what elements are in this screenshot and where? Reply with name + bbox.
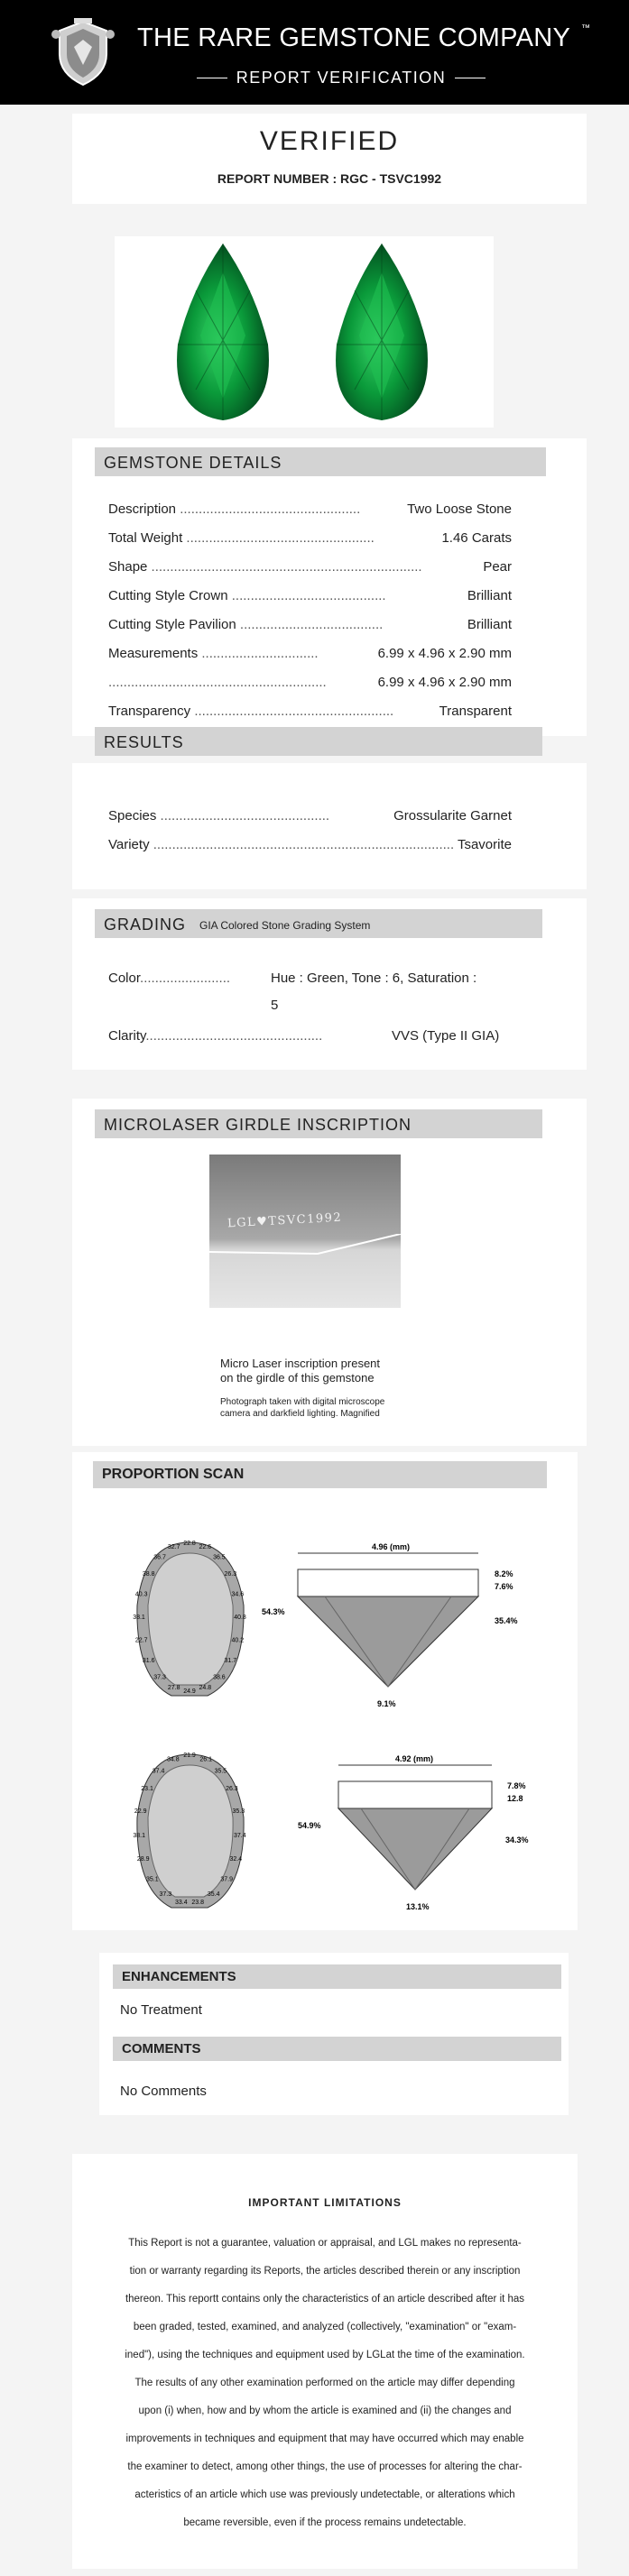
facet-angle-label: 24.8 xyxy=(199,1685,212,1691)
facet-angle-label: 26.3 xyxy=(226,1786,238,1793)
scan1-depth-label: 54.3% xyxy=(262,1607,285,1616)
facet-angle-label: 32.7 xyxy=(167,1544,180,1550)
gemstone-details-dots: ............................... xyxy=(198,646,319,661)
facet-angle-label: 27.8 xyxy=(167,1685,180,1691)
scan2-depth-label: 54.9% xyxy=(298,1821,321,1830)
facet-angle-label: 35.1 xyxy=(145,1876,159,1883)
facet-angle-label: 37.4 xyxy=(233,1832,246,1839)
limitations-line: improvements in techniques and equipment that may have occurred which may enable xyxy=(125,2433,524,2444)
gemstone-details-row-label xyxy=(108,530,375,546)
clarity-dots: ............................................... xyxy=(145,1028,323,1044)
clarity-value: VVS (Type II GIA) xyxy=(392,1028,500,1044)
color-label xyxy=(108,971,230,986)
color-value-line2: 5 xyxy=(271,998,279,1013)
enhancements-heading-bar xyxy=(113,1964,561,1989)
grading-heading-bar xyxy=(95,909,542,938)
facet-angle-label: 36.7 xyxy=(153,1554,166,1561)
gemstone-details-label-text: Cutting Style Crown xyxy=(108,588,228,603)
facet-angle-label: 31.6 xyxy=(142,1658,155,1665)
limitations-title: IMPORTANT LIMITATIONS xyxy=(248,2196,402,2209)
inscription-caption-1: Micro Laser inscription present xyxy=(220,1357,381,1370)
limitations-line: acteristics of an article which use was previously undetectable, or alterations which xyxy=(134,2489,515,2500)
limitations-line: tion or warranty regarding its Reports, the articles described therein or any inscription xyxy=(129,2266,521,2277)
scan1-table-label: 9.1% xyxy=(377,1699,396,1708)
facet-angle-label: 38.8 xyxy=(142,1570,155,1578)
results-label-text: Species xyxy=(108,808,157,823)
header-subtitle xyxy=(197,69,486,87)
color-label-text: Color xyxy=(108,971,141,986)
facet-angle-label: 21.9 xyxy=(183,1753,196,1759)
gemstone-details-dots: ..................................................... xyxy=(190,704,394,719)
gemstone-details-row-label xyxy=(108,588,386,603)
limitations-line: upon (i) when, how and by whom the article is examined and (ii) the changes and xyxy=(138,2406,512,2416)
inscription-heading: MICROLASER GIRDLE INSCRIPTION xyxy=(104,1116,412,1134)
facet-angle-label: 35.5 xyxy=(214,1768,227,1775)
inscription-engraving: LGL♥TSVC1992 xyxy=(227,1210,343,1231)
gemstone-details-dots: ................................................ xyxy=(176,501,361,517)
results-row-value: Grossularite Garnet xyxy=(393,808,512,823)
limitations-line: became reversible, even if the process remains undetectable. xyxy=(183,2517,467,2528)
limitations-line: thereon. This reportt contains only the characteristics of an article described after it has xyxy=(125,2294,525,2305)
color-value-line1: Hue : Green, Tone : 6, Saturation : xyxy=(271,971,477,986)
results-label-text: Variety xyxy=(108,837,150,852)
facet-angle-label: 37.3 xyxy=(159,1891,172,1899)
trademark-mark: ™ xyxy=(581,23,590,33)
results-heading: RESULTS xyxy=(104,733,184,751)
gemstone-details-dots: ........................................................................ xyxy=(147,559,422,575)
limitations-line: the examiner to detect, among other things, the use of processes for altering the char- xyxy=(127,2461,523,2472)
gemstone-details-row-value: Two Loose Stone xyxy=(407,501,512,517)
color-dots: ........................ xyxy=(140,971,231,986)
gemstone-details-row-label xyxy=(108,559,422,575)
facet-angle-label: 40.8 xyxy=(234,1615,246,1621)
facet-angle-label: 26.1 xyxy=(199,1756,213,1763)
scan2-pavilion-label: 34.3% xyxy=(505,1835,529,1845)
scan2-crown-label: 7.8% xyxy=(507,1781,526,1790)
limitations-line: This Report is not a guarantee, valuation or appraisal, and LGL makes no representa- xyxy=(128,2238,522,2249)
gemstone-details-row-label xyxy=(108,617,383,632)
comments-value: No Comments xyxy=(120,2084,207,2099)
gemstone-details-dots: ...................................... xyxy=(236,617,384,632)
gemstone-details-heading: GEMSTONE DETAILS xyxy=(104,454,282,472)
scan2-width-label: 4.92 (mm) xyxy=(395,1754,434,1763)
gemstone-details-label-text: Shape xyxy=(108,559,148,575)
enhancements-heading: ENHANCEMENTS xyxy=(122,1969,236,1984)
results-row-value: Tsavorite xyxy=(457,837,512,852)
facet-angle-label: 38.1 xyxy=(133,1615,145,1621)
comments-heading: COMMENTS xyxy=(122,2041,201,2056)
limitations-body xyxy=(72,2230,578,2537)
subtitle-text: REPORT VERIFICATION xyxy=(236,69,447,87)
facet-angle-label: 37.9 xyxy=(220,1876,234,1883)
gemstone-details-label-text: Transparency xyxy=(108,704,191,719)
gemstone-details-row-label xyxy=(108,704,393,719)
scan1-width-label: 4.96 (mm) xyxy=(372,1542,411,1551)
clarity-label xyxy=(108,1028,322,1044)
limitations-line: The results of any other examination performed on the article may differ depending xyxy=(134,2378,515,2388)
gemstone-details-row-value: Transparent xyxy=(439,704,512,719)
gemstone-details-dots: ......................................... xyxy=(227,588,386,603)
facet-angle-label: 36.5 xyxy=(213,1554,226,1561)
facet-angle-label: 38.1 xyxy=(133,1832,146,1839)
facet-angle-label: 33.4 xyxy=(174,1899,188,1906)
enhancements-value: No Treatment xyxy=(120,2002,202,2018)
gemstone-details-heading-bar xyxy=(95,447,546,476)
results-row-label xyxy=(108,837,454,852)
facet-angle-label: 35.4 xyxy=(207,1891,220,1899)
gemstone-details-row-value: Pear xyxy=(483,559,512,575)
scan1-girdle-label: 7.6% xyxy=(495,1582,513,1591)
report-number: REPORT NUMBER : RGC - TSVC1992 xyxy=(217,171,442,186)
gemstone-details-label-text: Total Weight xyxy=(108,530,183,546)
proportion-scan-2 xyxy=(90,1745,541,1926)
facet-angle-label: 31.7 xyxy=(224,1658,237,1665)
grading-system-label: GIA Colored Stone Grading System xyxy=(199,919,371,932)
verified-card xyxy=(72,114,587,204)
gemstone-details-row-value: 6.99 x 4.96 x 2.90 mm xyxy=(377,646,512,661)
facet-angle-label: 40.3 xyxy=(134,1591,148,1598)
facet-angle-label: 22.7 xyxy=(134,1637,148,1644)
facet-angle-label: 23.1 xyxy=(141,1786,153,1793)
gemstone-details-row-label xyxy=(108,501,360,517)
facet-angle-label: 26.3 xyxy=(224,1570,237,1578)
scan1-pavilion-label: 35.4% xyxy=(495,1616,518,1625)
scan2-table-label: 13.1% xyxy=(406,1902,430,1911)
facet-angle-label: 37.4 xyxy=(152,1768,165,1775)
facet-angle-label: 37.3 xyxy=(153,1674,166,1681)
proportion-heading-bar xyxy=(93,1461,547,1488)
girdle-edge-icon xyxy=(209,1234,401,1261)
scan1-crown-label: 8.2% xyxy=(495,1569,513,1578)
gemstone-details-row-value: 1.46 Carats xyxy=(441,530,512,546)
facet-angle-label: 32.4 xyxy=(229,1855,243,1863)
facet-angle-label: 22.8 xyxy=(183,1541,196,1547)
company-name: THE RARE GEMSTONE COMPANY xyxy=(137,23,571,52)
gemstone-details-row-label xyxy=(108,646,319,661)
gemstone-details-label-text: Measurements xyxy=(108,646,199,661)
facet-angle-label: 38.6 xyxy=(213,1674,226,1681)
inscription-note-2: camera and darkfield lighting. Magnified xyxy=(220,1409,380,1419)
inscription-caption-2: on the girdle of this gemstone xyxy=(220,1371,375,1385)
facet-angle-label: 34.6 xyxy=(231,1591,245,1598)
gemstone-details-row-value: Brilliant xyxy=(467,617,512,632)
gemstone-details-row-value: Brilliant xyxy=(467,588,512,603)
facet-angle-label: 22.6 xyxy=(199,1544,212,1550)
facet-angle-label: 22.9 xyxy=(134,1808,147,1815)
gemstone-photo xyxy=(115,236,494,428)
clarity-label-text: Clarity xyxy=(108,1028,146,1044)
facet-angle-label: 35.3 xyxy=(232,1808,245,1815)
results-card xyxy=(72,763,587,889)
results-dots: ................................................................................ xyxy=(149,837,455,852)
results-dots: ............................................. xyxy=(156,808,330,823)
gemstone-details-dots: .................................................. xyxy=(182,530,375,546)
grading-heading: GRADING xyxy=(104,915,187,934)
results-row-label xyxy=(108,808,329,823)
emerald-pear-stones-icon xyxy=(115,236,494,428)
limitations-line: ined"), using the techniques and equipment used by LGLat the time of the examination. xyxy=(125,2350,525,2360)
gemstone-details-label-text: Cutting Style Pavilion xyxy=(108,617,236,632)
facet-angle-label: 24.9 xyxy=(183,1688,196,1695)
facet-angle-label: 28.9 xyxy=(136,1855,150,1863)
gemstone-details-label-text: Description xyxy=(108,501,177,517)
gemstone-details-row-label xyxy=(108,675,327,690)
verified-title: VERIFIED xyxy=(259,126,400,156)
gemstone-details-card xyxy=(72,438,587,736)
results-heading-bar xyxy=(95,727,542,756)
proportion-scan-1 xyxy=(90,1533,541,1714)
proportion-heading: PROPORTION SCAN xyxy=(102,1467,245,1482)
gemstone-details-row-value: 6.99 x 4.96 x 2.90 mm xyxy=(377,675,512,690)
inscription-photo xyxy=(209,1155,401,1308)
facet-angle-label: 23.8 xyxy=(191,1899,205,1906)
facet-angle-label: 34.8 xyxy=(166,1756,180,1763)
inscription-note-1: Photograph taken with digital microscope xyxy=(220,1397,385,1407)
scan2-girdle-label: 12.8 xyxy=(507,1794,523,1803)
limitations-line: been graded, tested, examined, and analyzed (collectively, "examination" or "exam- xyxy=(133,2322,517,2332)
gemstone-details-dots: .......................................................... xyxy=(108,675,327,690)
inscription-heading-bar xyxy=(95,1109,542,1138)
comments-heading-bar xyxy=(113,2037,561,2061)
company-crest-logo xyxy=(51,18,116,88)
facet-angle-label: 40.2 xyxy=(231,1637,245,1644)
